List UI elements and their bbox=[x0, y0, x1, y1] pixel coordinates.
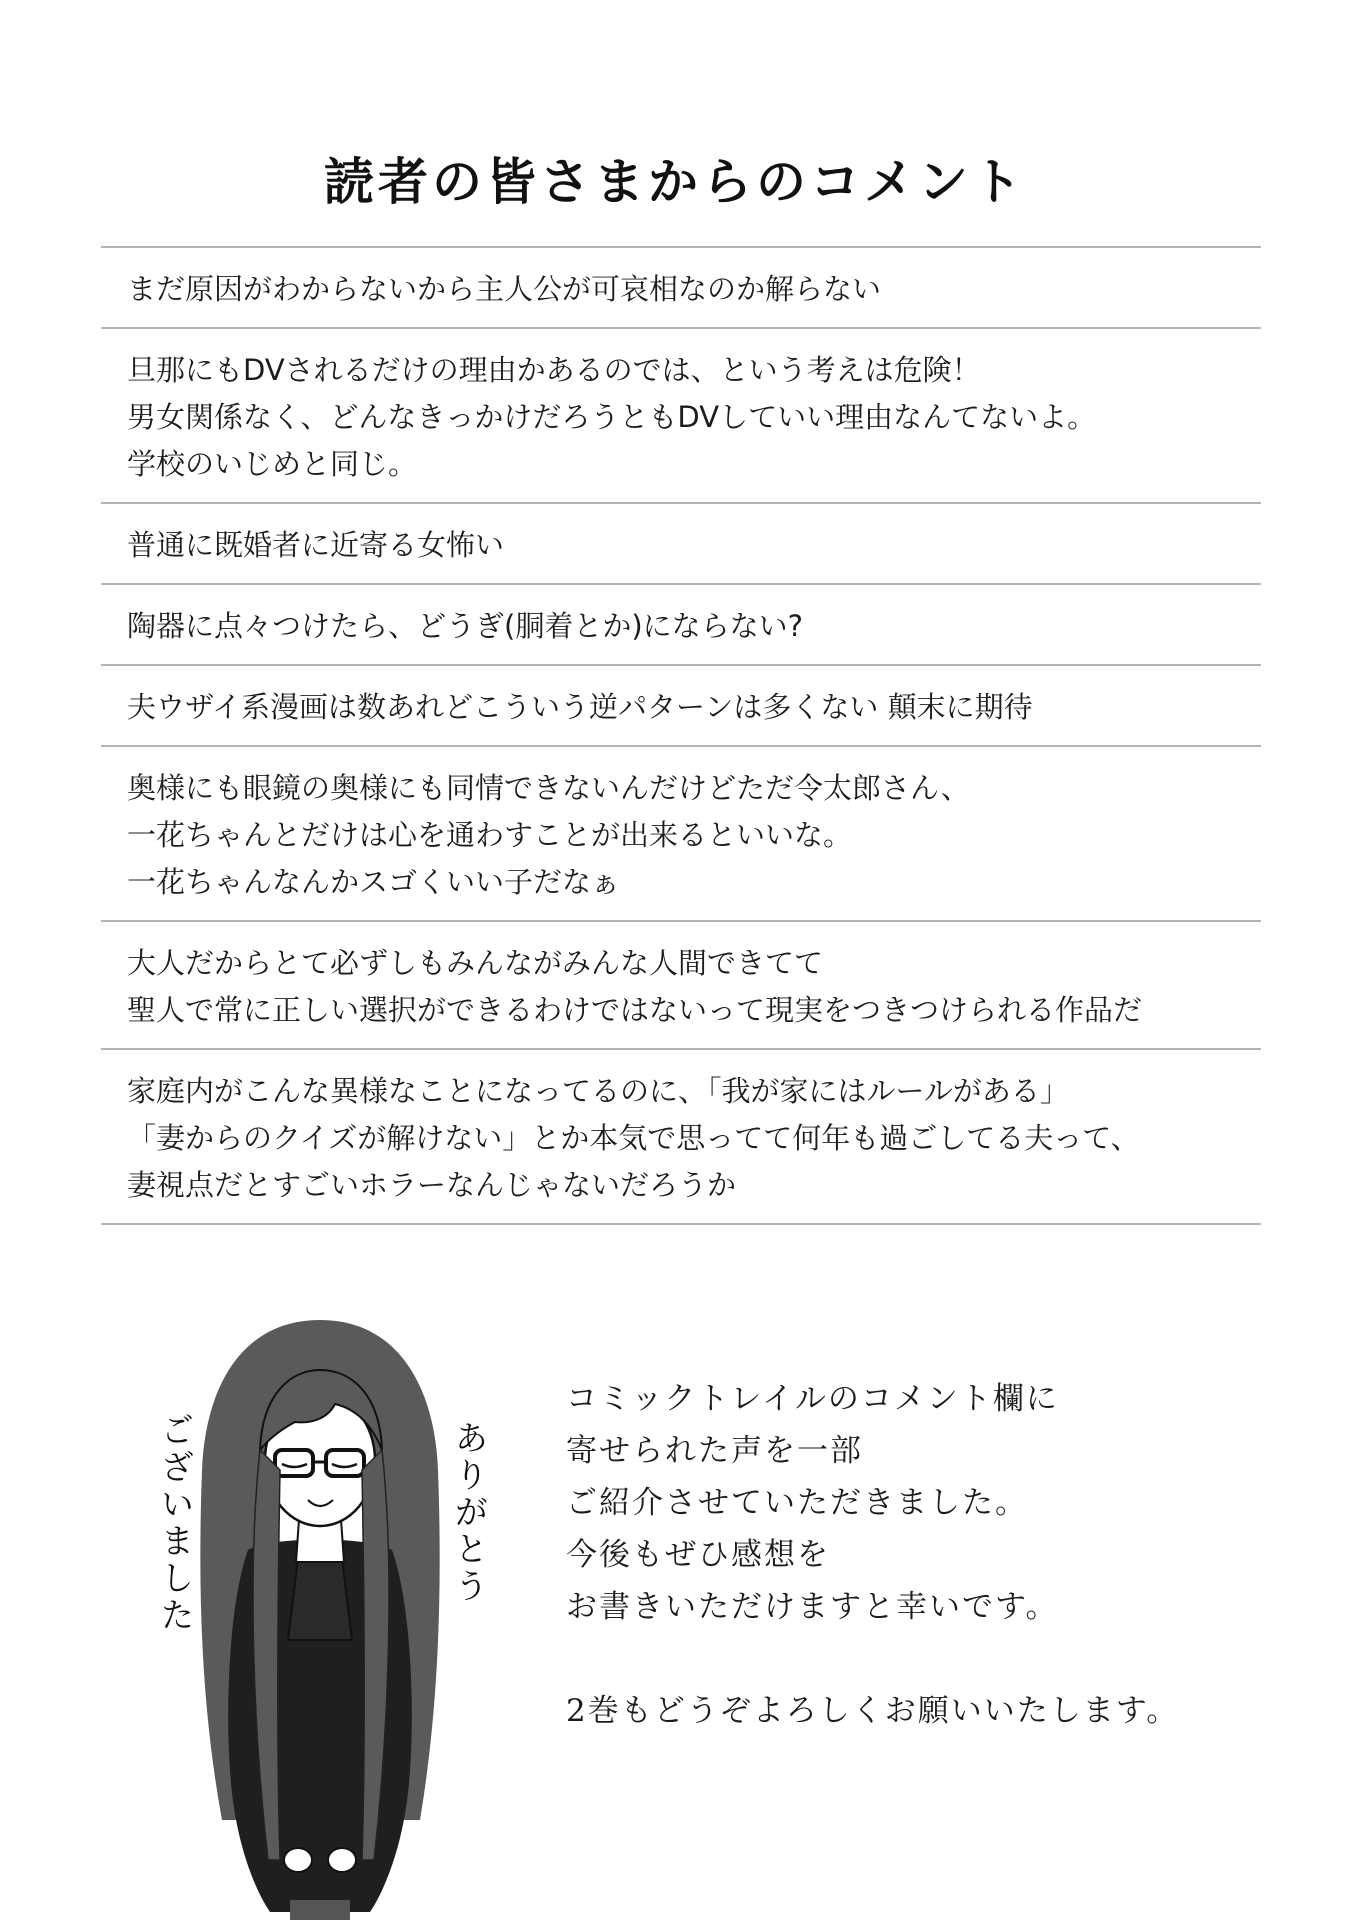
hand-left bbox=[284, 1848, 312, 1872]
note-line: お書きいただけますと幸いです。 bbox=[566, 1589, 1059, 1625]
comment-line: 家庭内がこんな異様なことになってるのに、「我が家にはルールがある」 bbox=[127, 1074, 1069, 1108]
comment-line: 妻視点だとすごいホラーなんじゃないだろうか bbox=[127, 1168, 737, 1202]
comment-line: まだ原因がわからないから主人公が可哀相なのか解らない bbox=[127, 272, 882, 306]
note-line: 寄せられた声を一部 bbox=[566, 1433, 863, 1469]
comment-list bbox=[101, 246, 1261, 1225]
comment-item bbox=[101, 248, 1261, 329]
hand-right bbox=[328, 1848, 356, 1872]
comment-line: 男女関係なく、どんなきっかけだろうともDVしていい理由なんてないよ。 bbox=[127, 400, 1097, 434]
comment-line: 普通に既婚者に近寄る女怖い bbox=[127, 528, 505, 562]
note-line: 今後もぜひ感想を bbox=[566, 1537, 830, 1573]
comment-item bbox=[101, 585, 1261, 666]
page-title: 読者の皆さまからのコメント bbox=[324, 151, 1026, 211]
comment-line: 奥様にも眼鏡の奥様にも同情できないんだけどただ令太郎さん、 bbox=[127, 771, 970, 805]
comment-item bbox=[101, 1050, 1261, 1225]
comment-item bbox=[101, 922, 1261, 1050]
comment-line: 夫ウザイ系漫画は数あれどこういう逆パターンは多くない 顛末に期待 bbox=[127, 690, 1033, 724]
comment-item bbox=[101, 504, 1261, 585]
author-note bbox=[566, 1373, 1179, 1737]
comment-line: 旦那にもDVされるだけの理由かあるのでは、という考えは危険！ bbox=[127, 353, 981, 387]
note-closing: 2巻もどうぞよろしくお願いいたします。 bbox=[566, 1693, 1180, 1729]
note-line: ご紹介させていただきました。 bbox=[566, 1485, 1028, 1521]
comment-item bbox=[101, 666, 1261, 747]
thanks-text-left: ございました bbox=[154, 1412, 194, 1634]
comment-line: 一花ちゃんなんかスゴくいい子だなぁ bbox=[127, 865, 621, 899]
comment-line: 大人だからとて必ずしもみんながみんな人間できてて bbox=[127, 946, 824, 980]
thanks-text-right: ありがとう bbox=[448, 1420, 488, 1605]
legs bbox=[290, 1900, 350, 1920]
comment-line: 陶器に点々つけたら、どうぎ(胴着とか)にならない? bbox=[127, 609, 804, 643]
comment-line: 聖人で常に正しい選択ができるわけではないって現実をつきつけられる作品だ bbox=[127, 993, 1143, 1027]
comment-item bbox=[101, 747, 1261, 922]
comment-line: 一花ちゃんとだけは心を通わすことが出来るといいな。 bbox=[127, 818, 853, 852]
comment-line: 学校のいじめと同じ。 bbox=[127, 447, 418, 481]
note-line: コミックトレイルのコメント欄に bbox=[566, 1381, 1059, 1417]
comment-item bbox=[101, 329, 1261, 504]
inner-shirt bbox=[288, 1558, 352, 1640]
comment-line: 「妻からのクイズが解けない」とか本気で思ってて何年も過ごしてる夫って、 bbox=[127, 1121, 1140, 1155]
